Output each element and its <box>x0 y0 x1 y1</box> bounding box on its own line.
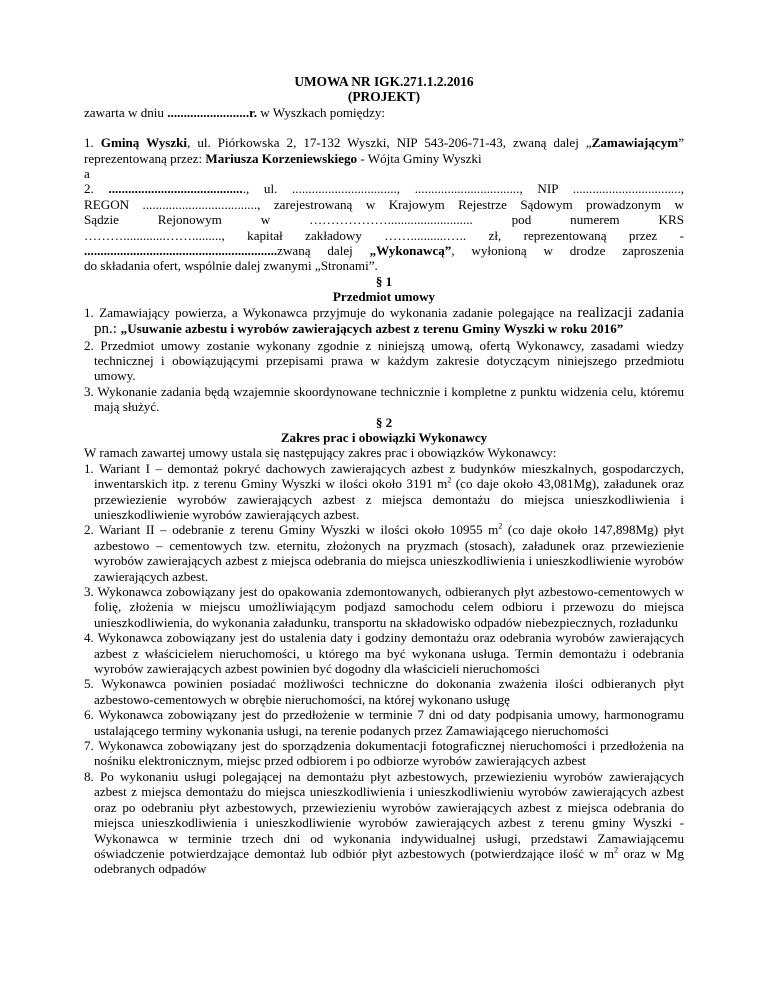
item-text: 8. Po wykonaniu usługi polegającej na demontażu płyt azbestowych, przewiezieniu wyrobów zawierających azbest z miejsca demontażu do miejsca unieszkodliwienia i unieszkodliwieniu wyrobów zawierających azbest oraz po odebraniu płyt azbestowych, przewiezieniu wyrobów zawierających azbest z miejsca odebrania do miejsca unieszkodliwienia i unieszkodliwienie wyrobów zawierających azbest z terenu gminy Wyszki - Wykonawca w terminie trzech dni od wykonania indywidualnej usługi, przedstawi Zamawiającemu oświadczenie potwierdzające demontaż lub odbiór płyt azbestowych (potwierdzające ilość w m <box>84 768 684 861</box>
item-text: oraz w Mg odebranych odpadów <box>94 845 685 877</box>
party-two-selection: , wyłonioną w drodze zaproszenia <box>451 243 684 259</box>
list-item: 3. Wykonanie zadania będą wzajemnie skoordynowane technicznie i kompletne z punktu widzenia celu, któremu mają służyć. <box>84 383 684 415</box>
party-one-role: Zamawiającym <box>591 135 679 151</box>
quote-open: „ <box>585 135 592 151</box>
party-two-rep-placeholder: ........................................................... <box>84 243 278 259</box>
superscript: 2 <box>498 522 503 532</box>
list-item <box>84 461 684 523</box>
item-text: (co daje około 43,081Mg), załadunek oraz przewiezienie wyrobów zawierających azbest z miejsca demontażu do miejsca unieszkodliwienia i unieszkodliwienie wyrobów zawierających azbest. <box>94 476 684 522</box>
party-one <box>84 135 684 166</box>
item-text: (co daje około 147,898Mg) płyt azbestowo – cementowych tzw. eternitu, złożonych na pryzmach (stosach), załadunek oraz przewiezienie wyrobów zawierających azbest z miejsca odebrania do miejsca unieszkodliwienia i unieszkodliwienie wyrobów zawierających azbest. <box>94 522 684 584</box>
contract-title: UMOWA NR IGK.271.1.2.2016 <box>294 74 474 89</box>
party-one-name: Gminą Wyszki <box>100 135 188 151</box>
party-two-role: „Wykonawcą” <box>369 243 452 259</box>
section-2-list <box>84 461 684 877</box>
superscript: 2 <box>614 845 619 855</box>
party-one-representative: Mariusza Korzeniewskiego <box>205 150 358 166</box>
contract-subtitle: (PROJEKT) <box>347 89 421 105</box>
document-page <box>84 74 684 877</box>
list-item <box>84 522 684 584</box>
list-item: 4. Wykonawca zobowiązany jest do ustalenia daty i godziny demontażu oraz odebrania wyrobów zawierających azbest z właścicielem nieruchomości, u którego ma być wykonana usługa. Termin demontażu i odebrania wyrobów zawierających azbest powinien być dogodny dla właścicieli nieruchomości <box>84 630 684 677</box>
party-two <box>84 181 684 273</box>
party-and: a <box>84 166 90 182</box>
task-name: „Usuwanie azbestu i wyrobów zawierających azbest z terenu Gminy Wyszki w roku 2016” <box>120 321 624 337</box>
item-text-large: realizacji zadania pn.: <box>94 304 684 338</box>
concluded-line <box>84 105 684 120</box>
party-two-name-placeholder: ......................................... <box>108 181 243 197</box>
section-2-intro: W ramach zawartej umowy ustala się następujący zakres prac i obowiązków Wykonawcy: <box>84 445 557 461</box>
list-item: 6. Wykonawca zobowiązany jest do przedłożenie w terminie 7 dni od daty podpisania umowy, harmonogramu ustalającego terminy wykonania usługi, na terenie podanych przez Zamawiającego nieruchomości <box>84 707 684 738</box>
superscript: 2 <box>447 475 452 485</box>
party-two-line-1 <box>84 181 684 196</box>
section-1-list <box>84 305 684 415</box>
party-one-rep-role: - Wójta Gminy Wyszki <box>357 150 482 166</box>
list-item: 2. Przedmiot umowy zostanie wykonany zgodnie z niniejszą umową, ofertą Wykonawcy, zasadami wiedzy technicznej i obowiązującymi przepisami prawa w każdym zakresie dotyczącym niniejszego przedmiotu umowy. <box>84 337 684 384</box>
party-two-address-placeholder: ., ul. ................................, ................................, NIP ................................., <box>242 181 684 197</box>
date-placeholder: .........................r. <box>167 104 257 120</box>
party-one-address: , ul. Piórkowska 2, 17-132 Wyszki, NIP 543-206-71-43, zwaną dalej <box>187 135 579 151</box>
party-one-rep-prefix: ” reprezentowaną przez: <box>84 135 684 166</box>
party-two-line-4: ……….............……........., kapitał zakładowy ……...........….. zł, reprezentowaną przez - <box>84 227 684 243</box>
party-two-line-3: Sądzie Rejonowym w ……………….......................... pod numerem KRS <box>84 212 684 228</box>
section-2-heading: Zakres prac i obowiązki Wykonawcy <box>280 429 488 445</box>
section-2-number: § 2 <box>375 414 393 430</box>
section-1-heading: Przedmiot umowy <box>332 289 436 305</box>
item-text: 1. Zamawiający powierza, a Wykonawca przyjmuje do wykonania zadanie polegające na <box>84 304 578 320</box>
party-two-called: zwaną dalej <box>277 243 370 259</box>
section-1-number: § 1 <box>375 273 393 289</box>
item-text: 2. Wariant II – odebranie z terenu Gminy Wyszki w ilości około 10955 m <box>84 522 499 538</box>
item-text: 1. Wariant I – demontaż pokryć dachowych zawierających azbest z budynków mieszkalnych, gospodarczych, inwentarskich itp. z terenu Gminy Wyszki w ilości około 3191 m <box>84 460 684 492</box>
party-two-line-5 <box>84 243 684 258</box>
list-item: 3. Wykonawca zobowiązany jest do opakowania zdemontowanych, odbieranych płyt azbestowo-cementowych w folię, złożenia w miejscu umożliwiającym podjazd samochodu celem odbioru i przewozu do miejsca unieszkodliwienia, do wykonania załadunku, transportu na składowisko odpadów niebezpiecznych, rozładunku <box>84 584 684 630</box>
concluded-prefix: zawarta w dniu <box>84 104 168 120</box>
list-item: 7. Wykonawca zobowiązany jest do sporządzenia dokumentacji fotograficznej nieruchomości i przedłożenia na nośniku elektronicznym, miejsc przed odbiorem i po odbiorze wyrobów zawierających azbest <box>84 738 684 769</box>
party-two-line-6: do składania ofert, wspólnie dalej zwanymi „Stronami”. <box>84 258 378 274</box>
party-two-line-2: REGON ..................................., zarejestrowaną w Krajowym Rejestrze Sądowym prowadzonym w <box>84 196 684 212</box>
party-two-number: 2. <box>84 181 109 197</box>
list-item: 5. Wykonawca powinien posiadać możliwości techniczne do dokonania zważenia ilości odbieranych płyt azbestowo-cementowych w obrębie nieruchomości, na której wykonano usługę <box>84 676 684 707</box>
concluded-suffix: w Wyszkach pomiędzy: <box>256 104 386 120</box>
party-one-number: 1. <box>84 135 101 151</box>
list-item <box>84 305 684 338</box>
list-item <box>84 769 684 877</box>
